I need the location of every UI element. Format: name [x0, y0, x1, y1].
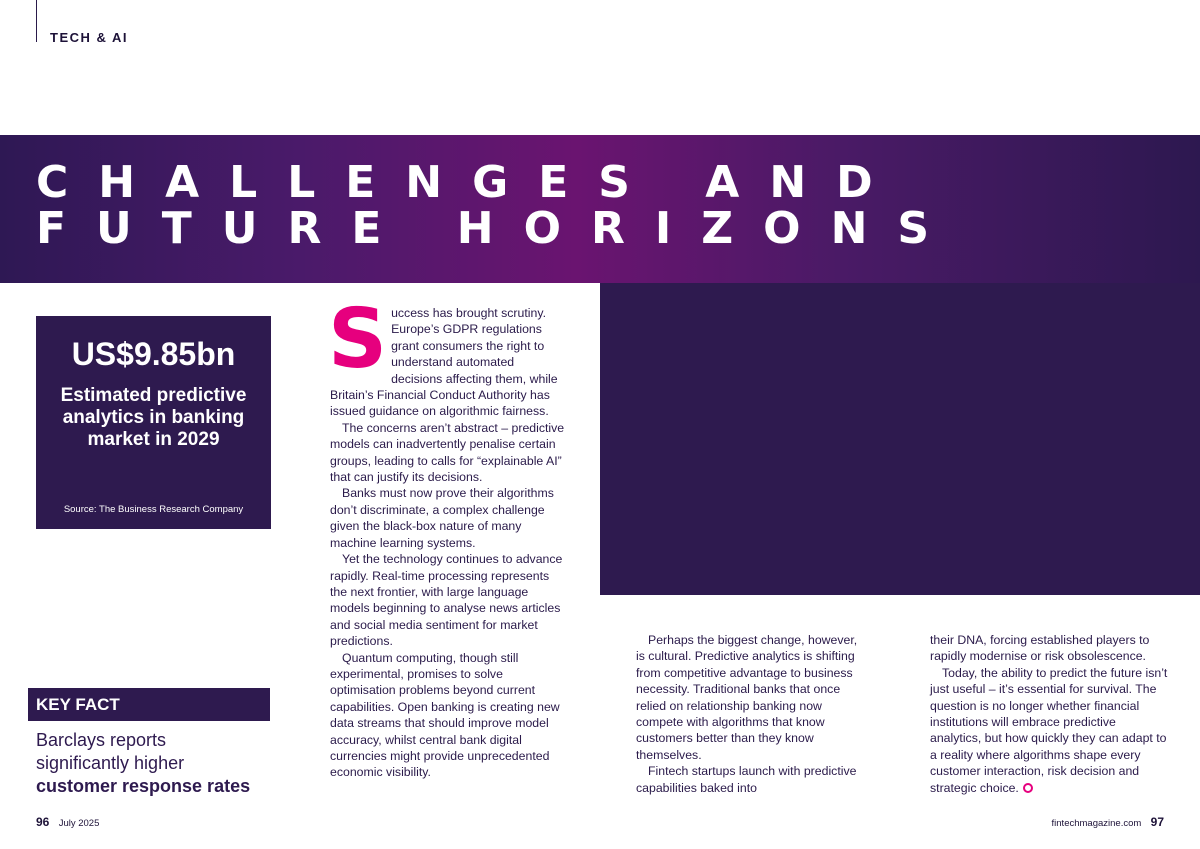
paragraph: Yet the technology continues to advance rapidly. Real-time processing represents the next frontier, with large language models beginning to analyse news articles and social media sentiment for market predictions.: [330, 552, 563, 649]
section-label: TECH & AI: [50, 30, 129, 45]
paragraph: The concerns aren’t abstract – predictive models can inadvertently penalise certain groups, leading to calls for “explainable AI” that can justify its decisions.: [330, 420, 565, 485]
stat-value: US$9.85bn: [71, 336, 236, 372]
article-column-2: [636, 632, 868, 796]
paragraph: Quantum computing, though still experimental, promises to solve optimisation problems beyond current capabilities. Open banking is creating new data streams that should improve model accuracy, whilst central bank digital currencies might provide unprecedented economic visibility.: [330, 650, 560, 780]
stat-source: Source: The Business Research Company: [63, 504, 244, 515]
site-link[interactable]: fintechmagazine.com: [1051, 818, 1142, 829]
footer-right: [1052, 815, 1164, 829]
paragraph: their DNA, forcing established players to rapidly modernise or risk obsolescence.: [930, 633, 1150, 664]
page-number-right: 97: [1150, 815, 1164, 829]
stat-box: [36, 316, 271, 529]
issue-date: July 2025: [58, 818, 100, 829]
article-column-1: [328, 292, 566, 781]
key-fact-line: Barclays reports: [36, 730, 167, 750]
end-mark-icon: [1023, 783, 1033, 793]
drop-cap: S: [328, 292, 388, 387]
key-fact-highlight: customer response rates: [36, 776, 251, 796]
paragraph: Today, the ability to predict the future isn’t just useful – it’s essential for survival. The question is no longer whether financial institutions will embrace predictive analytics, but how quickly they can adapt to a reality where algorithms shape every customer interaction, risk decision and strategic choice.: [930, 665, 1168, 795]
title-line-1: CHALLENGES AND: [36, 157, 903, 208]
key-fact-line: significantly higher: [36, 753, 185, 773]
page-number-left: 96: [36, 815, 50, 829]
page-title: [36, 157, 960, 254]
article-column-3: [930, 632, 1170, 796]
paragraph: Fintech startups launch with predictive capabilities baked into: [636, 764, 857, 795]
footer-left: [36, 815, 99, 829]
paragraph: Banks must now prove their algorithms don’t discriminate, a complex challenge given the black-box nature of many machine learning systems.: [330, 486, 554, 550]
paragraph: Perhaps the biggest change, however, is cultural. Predictive analytics is shifting from competitive advantage to business necessity. Traditional banks that once relied on relationship banking now compete with algorithms that know customers better than they know themselves.: [636, 633, 858, 762]
paragraph: Success has brought scrutiny. Europe’s GDPR regulations grant consumers the right to understand automated decisions affecting them, while Britain’s Financial Conduct Authority has issued guidance on algorithmic fairness.: [328, 292, 558, 419]
stat-caption: Estimated predictive analytics in banking market in 2029: [60, 385, 247, 450]
key-fact-label: KEY FACT: [28, 688, 270, 721]
header-rule: [36, 0, 37, 42]
image-panel: [600, 283, 1200, 595]
key-fact-text: [36, 729, 250, 798]
title-line-2: FUTURE HORIZONS: [36, 203, 960, 254]
